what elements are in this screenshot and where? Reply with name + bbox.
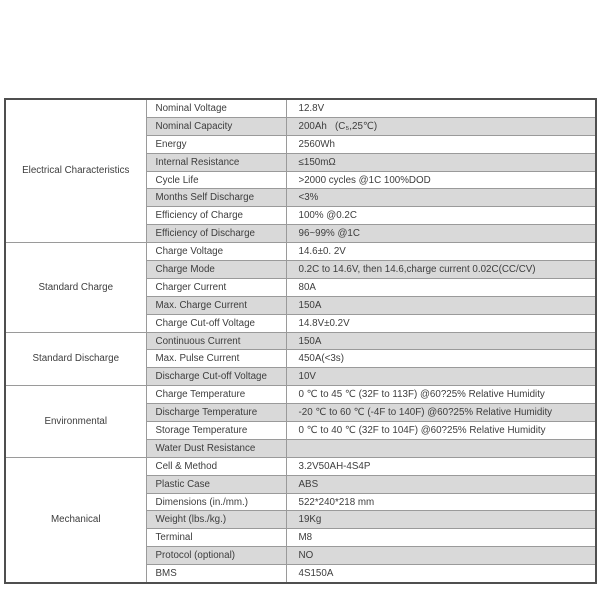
spec-parameter-cell: Max. Charge Current (146, 296, 286, 314)
spec-parameter-cell: Charge Temperature (146, 386, 286, 404)
spec-parameter-cell: Plastic Case (146, 475, 286, 493)
spec-parameter-cell: Cycle Life (146, 171, 286, 189)
spec-parameter-cell: Discharge Temperature (146, 404, 286, 422)
section-category-cell: Electrical Characteristics (5, 99, 146, 243)
spec-value-cell: 10V (286, 368, 596, 386)
spec-value-cell: 200Ah (C₅,25℃) (286, 117, 596, 135)
table-row (5, 243, 596, 261)
spec-parameter-cell: Months Self Discharge (146, 189, 286, 207)
spec-value-cell: ABS (286, 475, 596, 493)
section-category-cell: Environmental (5, 386, 146, 458)
spec-value-cell: 3.2V50AH-4S4P (286, 457, 596, 475)
spec-parameter-cell: Efficiency of Discharge (146, 225, 286, 243)
spec-value-cell: M8 (286, 529, 596, 547)
spec-parameter-cell: Charger Current (146, 278, 286, 296)
spec-parameter-cell: Nominal Voltage (146, 99, 286, 117)
spec-parameter-cell: Efficiency of Charge (146, 207, 286, 225)
section-category-cell: Standard Discharge (5, 332, 146, 386)
table-row (5, 99, 596, 117)
spec-parameter-cell: Nominal Capacity (146, 117, 286, 135)
spec-value-cell: 19Kg (286, 511, 596, 529)
spec-value-cell: NO (286, 547, 596, 565)
spec-value-cell: 100% @0.2C (286, 207, 596, 225)
table-row (5, 386, 596, 404)
spec-parameter-cell: Charge Mode (146, 261, 286, 279)
spec-parameter-cell: Weight (lbs./kg.) (146, 511, 286, 529)
spec-parameter-cell: Dimensions (in./mm.) (146, 493, 286, 511)
battery-spec-table (4, 98, 597, 584)
spec-parameter-cell: Protocol (optional) (146, 547, 286, 565)
spec-value-cell: 80A (286, 278, 596, 296)
table-row (5, 332, 596, 350)
spec-value-cell: 0 ℃ to 40 ℃ (32F to 104F) @60?25% Relative Humidity (286, 422, 596, 440)
section-category-cell: Standard Charge (5, 243, 146, 332)
spec-value-cell: 96~99% @1C (286, 225, 596, 243)
spec-value-cell: 450A(<3s) (286, 350, 596, 368)
spec-value-cell: 522*240*218 mm (286, 493, 596, 511)
spec-parameter-cell: Cell & Method (146, 457, 286, 475)
spec-value-cell: >2000 cycles @1C 100%DOD (286, 171, 596, 189)
spec-value-cell: -20 ℃ to 60 ℃ (-4F to 140F) @60?25% Relative Humidity (286, 404, 596, 422)
spec-value-cell: 12.8V (286, 99, 596, 117)
spec-parameter-cell: Internal Resistance (146, 153, 286, 171)
spec-parameter-cell: Charge Cut-off Voltage (146, 314, 286, 332)
spec-value-cell: 4S150A (286, 565, 596, 583)
spec-parameter-cell: Water Dust Resistance (146, 439, 286, 457)
spec-value-cell: 150A (286, 332, 596, 350)
spec-value-cell: 14.8V±0.2V (286, 314, 596, 332)
spec-value-cell: 0 ℃ to 45 ℃ (32F to 113F) @60?25% Relative Humidity (286, 386, 596, 404)
spec-parameter-cell: Energy (146, 135, 286, 153)
spec-parameter-cell: Terminal (146, 529, 286, 547)
spec-parameter-cell: Discharge Cut-off Voltage (146, 368, 286, 386)
spec-parameter-cell: BMS (146, 565, 286, 583)
spec-parameter-cell: Storage Temperature (146, 422, 286, 440)
spec-table-body (5, 99, 596, 583)
spec-value-cell: ≤150mΩ (286, 153, 596, 171)
spec-parameter-cell: Max. Pulse Current (146, 350, 286, 368)
spec-value-cell: 150A (286, 296, 596, 314)
spec-parameter-cell: Continuous Current (146, 332, 286, 350)
spec-value-cell (286, 439, 596, 457)
spec-value-cell: <3% (286, 189, 596, 207)
spec-parameter-cell: Charge Voltage (146, 243, 286, 261)
spec-value-cell: 2560Wh (286, 135, 596, 153)
spec-value-cell: 0.2C to 14.6V, then 14.6,charge current 0.02C(CC/CV) (286, 261, 596, 279)
section-category-cell: Mechanical (5, 457, 146, 583)
spec-value-cell: 14.6±0. 2V (286, 243, 596, 261)
table-row (5, 457, 596, 475)
